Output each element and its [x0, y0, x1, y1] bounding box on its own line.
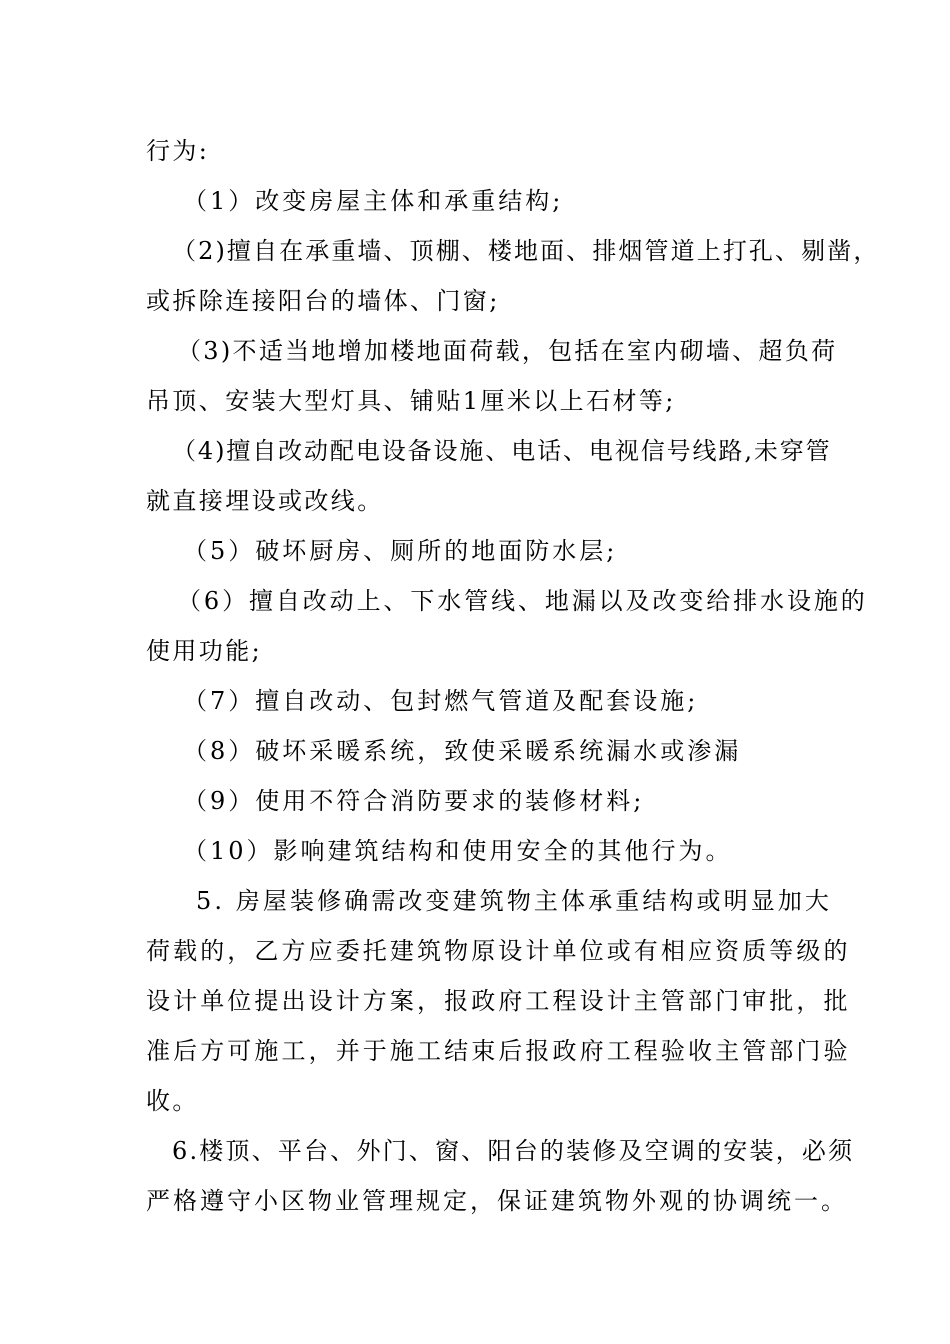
text-line-item-2-cont: 或拆除连接阳台的墙体、门窗; [146, 287, 500, 315]
text-line-item-6: （6）擅自改动上、下水管线、地漏以及改变给排水设施的 [177, 587, 868, 615]
text-line-item-8: （8）破坏采暖系统，致使采暖系统漏水或渗漏 [183, 737, 742, 765]
text-line-clause-5-cont-2: 设计单位提出设计方案，报政府工程设计主管部门审批，批 [146, 987, 851, 1015]
text-line-clause-6-cont: 严格遵守小区物业管理规定，保证建筑物外观的协调统一。 [146, 1187, 848, 1215]
text-line-item-2: （2)擅自在承重墙、顶棚、楼地面、排烟管道上打孔、剔凿， [172, 237, 880, 265]
text-line-item-6-cont: 使用功能; [146, 637, 263, 665]
text-line-behavior-heading: 行为: [146, 137, 210, 165]
text-line-clause-5-cont-1: 荷载的，乙方应委托建筑物原设计单位或有相应资质等级的 [146, 937, 851, 965]
text-line-item-3-cont: 吊顶、安装大型灯具、铺贴1厘米以上石材等; [146, 387, 676, 415]
text-line-clause-5-cont-4: 收。 [146, 1087, 199, 1115]
text-line-clause-5: 5. 房屋装修确需改变建筑物主体承重结构或明显加大 [196, 887, 833, 915]
text-line-item-3: （3)不适当地增加楼地面荷载，包括在室内砌墙、超负荷 [177, 337, 838, 365]
text-line-item-10: （10）影响建筑结构和使用安全的其他行为。 [183, 837, 733, 865]
text-line-item-9: （9）使用不符合消防要求的装修材料; [183, 787, 645, 815]
text-line-clause-6: 6.楼顶、平台、外门、窗、阳台的装修及空调的安装，必须 [172, 1137, 855, 1165]
text-line-item-5: （5）破坏厨房、厕所的地面防水层; [183, 537, 618, 565]
text-line-clause-5-cont-3: 准后方可施工，并于施工结束后报政府工程验收主管部门验 [146, 1037, 851, 1065]
text-line-item-1: （1）改变房屋主体和承重结构; [183, 187, 564, 215]
text-line-item-4: （4)擅自改动配电设备设施、电话、电视信号线路,未穿管 [172, 437, 832, 465]
text-line-item-4-cont: 就直接埋设或改线。 [146, 487, 384, 515]
text-line-item-7: （7）擅自改动、包封燃气管道及配套设施; [183, 687, 699, 715]
